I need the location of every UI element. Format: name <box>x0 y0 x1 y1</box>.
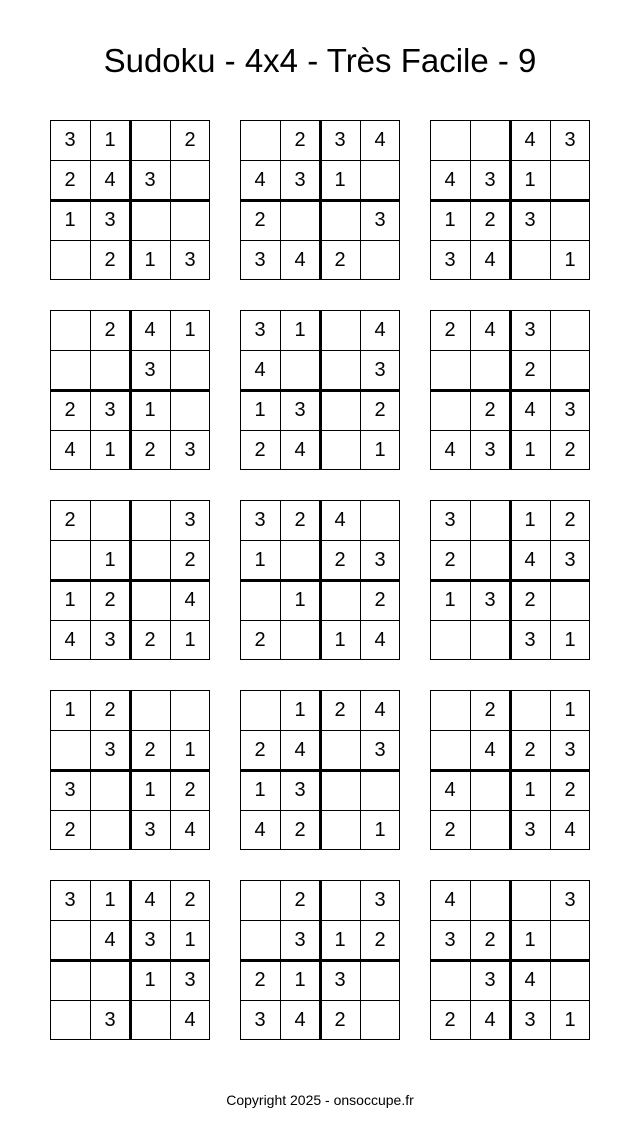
sudoku-cell: 2 <box>64 508 76 531</box>
sudoku-cell: 2 <box>144 738 156 761</box>
sudoku-cell: 4 <box>144 318 156 341</box>
sudoku-cell: 4 <box>444 438 456 461</box>
sudoku-cell: 4 <box>374 128 386 151</box>
sudoku-cell: 2 <box>524 738 536 761</box>
sudoku-cell <box>320 350 360 390</box>
sudoku-cell: 4 <box>374 628 386 651</box>
sudoku-cell: 2 <box>564 438 576 461</box>
sudoku-cell: 3 <box>564 128 576 151</box>
sudoku-cell <box>360 160 400 200</box>
sudoku-cell <box>240 120 280 160</box>
sudoku-cell: 2 <box>294 508 306 531</box>
sudoku-cell <box>170 200 210 240</box>
sudoku-cell: 2 <box>334 698 346 721</box>
sudoku-cell: 4 <box>484 318 496 341</box>
sudoku-cell: 1 <box>524 778 536 801</box>
sudoku-cell: 1 <box>564 1008 576 1031</box>
sudoku-cell <box>550 350 590 390</box>
sudoku-cell: 1 <box>294 698 306 721</box>
sudoku-cell: 2 <box>64 818 76 841</box>
sudoku-cell: 4 <box>254 168 266 191</box>
sudoku-cell: 1 <box>334 628 346 651</box>
sudoku-cell: 4 <box>374 698 386 721</box>
sudoku-cell: 3 <box>144 168 156 191</box>
sudoku-cell: 1 <box>184 318 196 341</box>
sudoku-cell <box>510 240 550 280</box>
sudoku-cell <box>470 350 510 390</box>
sudoku-cell: 2 <box>64 398 76 421</box>
sudoku-cell: 4 <box>184 588 196 611</box>
sudoku-cell: 4 <box>294 438 306 461</box>
sudoku-grid <box>50 880 210 1040</box>
sudoku-cell <box>550 580 590 620</box>
sudoku-cell <box>430 730 470 770</box>
sudoku-cell: 1 <box>564 628 576 651</box>
sudoku-cell <box>130 580 170 620</box>
sudoku-cell: 3 <box>144 818 156 841</box>
sudoku-cell: 2 <box>104 248 116 271</box>
sudoku-cell: 3 <box>254 248 266 271</box>
sudoku-cell: 2 <box>444 548 456 571</box>
sudoku-cell <box>90 810 130 850</box>
sudoku-cell <box>50 1000 90 1040</box>
sudoku-cell <box>130 120 170 160</box>
sudoku-cell: 3 <box>254 1008 266 1031</box>
sudoku-cell <box>130 200 170 240</box>
sudoku-cell <box>280 540 320 580</box>
sudoku-cell: 1 <box>294 588 306 611</box>
sudoku-cell: 4 <box>104 928 116 951</box>
sudoku-cell: 2 <box>184 778 196 801</box>
sudoku-cell: 2 <box>564 778 576 801</box>
sudoku-cell: 1 <box>184 738 196 761</box>
sudoku-cell: 3 <box>294 398 306 421</box>
sudoku-cell <box>360 240 400 280</box>
sudoku-cell <box>430 620 470 660</box>
sudoku-cell <box>470 810 510 850</box>
sudoku-cell <box>430 690 470 730</box>
sudoku-cell <box>430 960 470 1000</box>
sudoku-cell: 1 <box>64 208 76 231</box>
sudoku-cell: 3 <box>184 968 196 991</box>
sudoku-cell <box>550 920 590 960</box>
sudoku-cell: 4 <box>294 1008 306 1031</box>
sudoku-cell: 4 <box>524 398 536 421</box>
sudoku-cell <box>430 350 470 390</box>
sudoku-cell: 3 <box>564 738 576 761</box>
sudoku-cell: 2 <box>444 818 456 841</box>
sudoku-cell <box>130 1000 170 1040</box>
sudoku-cell: 3 <box>254 318 266 341</box>
sudoku-cell: 2 <box>524 588 536 611</box>
sudoku-cell: 3 <box>484 438 496 461</box>
sudoku-cell: 3 <box>294 168 306 191</box>
sudoku-cell: 1 <box>334 928 346 951</box>
sudoku-cell: 2 <box>144 438 156 461</box>
sudoku-cell <box>280 620 320 660</box>
sudoku-cell: 4 <box>104 168 116 191</box>
sudoku-grid <box>240 120 400 280</box>
sudoku-cell: 1 <box>104 128 116 151</box>
sudoku-cell: 3 <box>64 888 76 911</box>
sudoku-cell: 4 <box>254 358 266 381</box>
sudoku-cell <box>550 200 590 240</box>
sudoku-cell: 1 <box>144 398 156 421</box>
sudoku-cell: 2 <box>374 588 386 611</box>
sudoku-cell: 2 <box>254 628 266 651</box>
sudoku-grid <box>430 690 590 850</box>
sudoku-cell: 3 <box>524 1008 536 1031</box>
sudoku-cell <box>130 540 170 580</box>
sudoku-grid <box>430 120 590 280</box>
sudoku-cell: 2 <box>484 208 496 231</box>
sudoku-cell: 3 <box>484 168 496 191</box>
sudoku-cell: 3 <box>64 778 76 801</box>
sudoku-grid <box>240 880 400 1040</box>
sudoku-grid <box>240 310 400 470</box>
sudoku-grid <box>50 500 210 660</box>
sudoku-cell: 3 <box>374 358 386 381</box>
sudoku-cell <box>90 960 130 1000</box>
sudoku-cell <box>360 770 400 810</box>
sudoku-cell <box>320 430 360 470</box>
sudoku-cell: 3 <box>374 208 386 231</box>
sudoku-cell <box>50 350 90 390</box>
sudoku-cell <box>510 880 550 920</box>
sudoku-cell <box>240 690 280 730</box>
sudoku-grid <box>50 120 210 280</box>
sudoku-cell: 3 <box>564 548 576 571</box>
sudoku-cell <box>320 310 360 350</box>
sudoku-cell: 1 <box>64 698 76 721</box>
sudoku-cell <box>360 500 400 540</box>
sudoku-cell: 3 <box>104 1008 116 1031</box>
sudoku-cell <box>320 730 360 770</box>
sudoku-cell: 3 <box>104 738 116 761</box>
sudoku-cell: 1 <box>524 928 536 951</box>
sudoku-cell <box>240 580 280 620</box>
sudoku-cell <box>90 350 130 390</box>
sudoku-cell: 3 <box>184 248 196 271</box>
sudoku-cell: 1 <box>144 248 156 271</box>
sudoku-cell: 2 <box>484 928 496 951</box>
sudoku-cell <box>50 310 90 350</box>
sudoku-cell: 3 <box>374 738 386 761</box>
sudoku-cell: 2 <box>104 588 116 611</box>
sudoku-cell: 3 <box>144 928 156 951</box>
sudoku-cell: 3 <box>144 358 156 381</box>
sudoku-cell: 2 <box>564 508 576 531</box>
sudoku-cell: 4 <box>524 968 536 991</box>
sudoku-cell: 1 <box>144 968 156 991</box>
sudoku-cell: 4 <box>444 778 456 801</box>
sudoku-cell: 2 <box>254 438 266 461</box>
sudoku-cell: 1 <box>374 438 386 461</box>
sudoku-cell <box>280 350 320 390</box>
sudoku-cell: 3 <box>64 128 76 151</box>
sudoku-cell <box>320 390 360 430</box>
sudoku-cell: 3 <box>444 928 456 951</box>
sudoku-cell: 3 <box>524 318 536 341</box>
sudoku-cell <box>360 960 400 1000</box>
sudoku-cell: 2 <box>144 628 156 651</box>
sudoku-cell: 3 <box>254 508 266 531</box>
sudoku-cell: 1 <box>294 318 306 341</box>
sudoku-cell <box>320 770 360 810</box>
sudoku-cell: 1 <box>564 248 576 271</box>
sudoku-cell: 3 <box>374 548 386 571</box>
sudoku-cell <box>320 810 360 850</box>
sudoku-cell: 2 <box>484 398 496 421</box>
sudoku-cell <box>550 160 590 200</box>
sudoku-cell <box>320 580 360 620</box>
page-title: Sudoku - 4x4 - Très Facile - 9 <box>103 42 537 79</box>
sudoku-cell <box>470 770 510 810</box>
sudoku-cell: 2 <box>374 928 386 951</box>
sudoku-cell: 3 <box>444 248 456 271</box>
sudoku-cell: 1 <box>524 508 536 531</box>
sudoku-cell: 3 <box>334 128 346 151</box>
sudoku-cell: 1 <box>184 928 196 951</box>
sudoku-cell: 4 <box>144 888 156 911</box>
sudoku-cell <box>50 920 90 960</box>
sudoku-cell: 1 <box>64 588 76 611</box>
sudoku-cell: 1 <box>524 168 536 191</box>
sudoku-cell: 4 <box>484 248 496 271</box>
sudoku-cell: 1 <box>254 398 266 421</box>
sudoku-cell: 1 <box>524 438 536 461</box>
copyright-footer: Copyright 2025 - onsoccupe.fr <box>226 1092 414 1108</box>
sudoku-cell: 4 <box>334 508 346 531</box>
sudoku-cell <box>470 540 510 580</box>
sudoku-cell <box>130 690 170 730</box>
sudoku-cell: 3 <box>484 588 496 611</box>
sudoku-cell: 2 <box>254 738 266 761</box>
sudoku-cell: 3 <box>104 208 116 231</box>
sudoku-cell <box>170 160 210 200</box>
sudoku-cell <box>470 500 510 540</box>
sudoku-cell: 3 <box>564 888 576 911</box>
sudoku-cell <box>240 920 280 960</box>
sudoku-cell <box>550 960 590 1000</box>
sudoku-cell: 1 <box>374 818 386 841</box>
sudoku-cell: 3 <box>294 928 306 951</box>
sudoku-cell <box>320 200 360 240</box>
sudoku-grid <box>430 310 590 470</box>
sudoku-cell <box>50 960 90 1000</box>
sudoku-cell: 3 <box>334 968 346 991</box>
sudoku-cell <box>470 120 510 160</box>
sudoku-cell: 1 <box>104 438 116 461</box>
sudoku-cell: 3 <box>104 398 116 421</box>
sudoku-cell: 3 <box>524 208 536 231</box>
sudoku-cell: 4 <box>444 168 456 191</box>
sudoku-cell: 4 <box>64 438 76 461</box>
sudoku-cell <box>50 240 90 280</box>
sudoku-cell <box>280 200 320 240</box>
sudoku-cell <box>90 500 130 540</box>
sudoku-cell: 4 <box>294 738 306 761</box>
sudoku-cell: 1 <box>334 168 346 191</box>
sudoku-cell: 4 <box>254 818 266 841</box>
sudoku-cell: 4 <box>294 248 306 271</box>
sudoku-cell <box>470 620 510 660</box>
sudoku-cell <box>470 880 510 920</box>
sudoku-cell: 3 <box>484 968 496 991</box>
sudoku-cell: 1 <box>444 208 456 231</box>
sudoku-cell: 2 <box>484 698 496 721</box>
sudoku-cell: 4 <box>524 548 536 571</box>
sudoku-cell: 2 <box>254 968 266 991</box>
sudoku-cell: 2 <box>184 888 196 911</box>
sudoku-cell: 2 <box>104 318 116 341</box>
sudoku-cell: 4 <box>184 1008 196 1031</box>
sudoku-cell: 2 <box>334 248 346 271</box>
sudoku-cell <box>170 390 210 430</box>
sudoku-cell: 2 <box>334 1008 346 1031</box>
sudoku-grid <box>50 310 210 470</box>
sudoku-cell: 3 <box>524 628 536 651</box>
sudoku-cell: 3 <box>524 818 536 841</box>
sudoku-cell <box>170 690 210 730</box>
sudoku-cell: 2 <box>254 208 266 231</box>
sudoku-cell: 1 <box>444 588 456 611</box>
sudoku-cell: 1 <box>104 548 116 571</box>
sudoku-cell: 2 <box>64 168 76 191</box>
sudoku-cell: 2 <box>294 818 306 841</box>
sudoku-grid <box>240 690 400 850</box>
sudoku-cell <box>510 690 550 730</box>
sudoku-cell <box>50 730 90 770</box>
sudoku-cell: 3 <box>184 508 196 531</box>
sudoku-cell: 4 <box>484 738 496 761</box>
sudoku-cell: 2 <box>184 548 196 571</box>
sudoku-grid <box>430 880 590 1040</box>
sudoku-cell <box>320 880 360 920</box>
sudoku-cell: 4 <box>184 818 196 841</box>
sudoku-cell <box>550 310 590 350</box>
sudoku-cell: 2 <box>444 1008 456 1031</box>
sudoku-cell: 2 <box>524 358 536 381</box>
sudoku-cell <box>130 500 170 540</box>
sudoku-cell: 3 <box>184 438 196 461</box>
sudoku-cell: 1 <box>294 968 306 991</box>
sudoku-cell <box>430 120 470 160</box>
sudoku-cell: 4 <box>444 888 456 911</box>
sudoku-cell: 3 <box>294 778 306 801</box>
sudoku-cell: 4 <box>484 1008 496 1031</box>
sudoku-cell: 4 <box>64 628 76 651</box>
sudoku-cell: 2 <box>294 128 306 151</box>
sudoku-cell: 1 <box>144 778 156 801</box>
sudoku-cell: 3 <box>564 398 576 421</box>
sudoku-cell: 1 <box>104 888 116 911</box>
sudoku-cell: 1 <box>254 548 266 571</box>
sudoku-cell: 2 <box>294 888 306 911</box>
sudoku-cell: 2 <box>374 398 386 421</box>
sudoku-cell: 2 <box>104 698 116 721</box>
sudoku-cell <box>90 770 130 810</box>
sudoku-grid <box>240 500 400 660</box>
sudoku-cell: 1 <box>184 628 196 651</box>
sudoku-cell: 3 <box>104 628 116 651</box>
sudoku-cell: 1 <box>254 778 266 801</box>
sudoku-cell: 2 <box>444 318 456 341</box>
sudoku-cell: 1 <box>564 698 576 721</box>
sudoku-grid <box>430 500 590 660</box>
sudoku-cell: 2 <box>184 128 196 151</box>
sudoku-cell: 4 <box>564 818 576 841</box>
sudoku-cell: 4 <box>524 128 536 151</box>
sudoku-cell <box>170 350 210 390</box>
sudoku-cell <box>430 390 470 430</box>
sudoku-cell <box>360 1000 400 1040</box>
sudoku-cell: 3 <box>444 508 456 531</box>
sudoku-cell: 2 <box>334 548 346 571</box>
sudoku-cell <box>240 880 280 920</box>
sudoku-cell <box>50 540 90 580</box>
sudoku-cell: 3 <box>374 888 386 911</box>
sudoku-grid <box>50 690 210 850</box>
sudoku-cell: 4 <box>374 318 386 341</box>
